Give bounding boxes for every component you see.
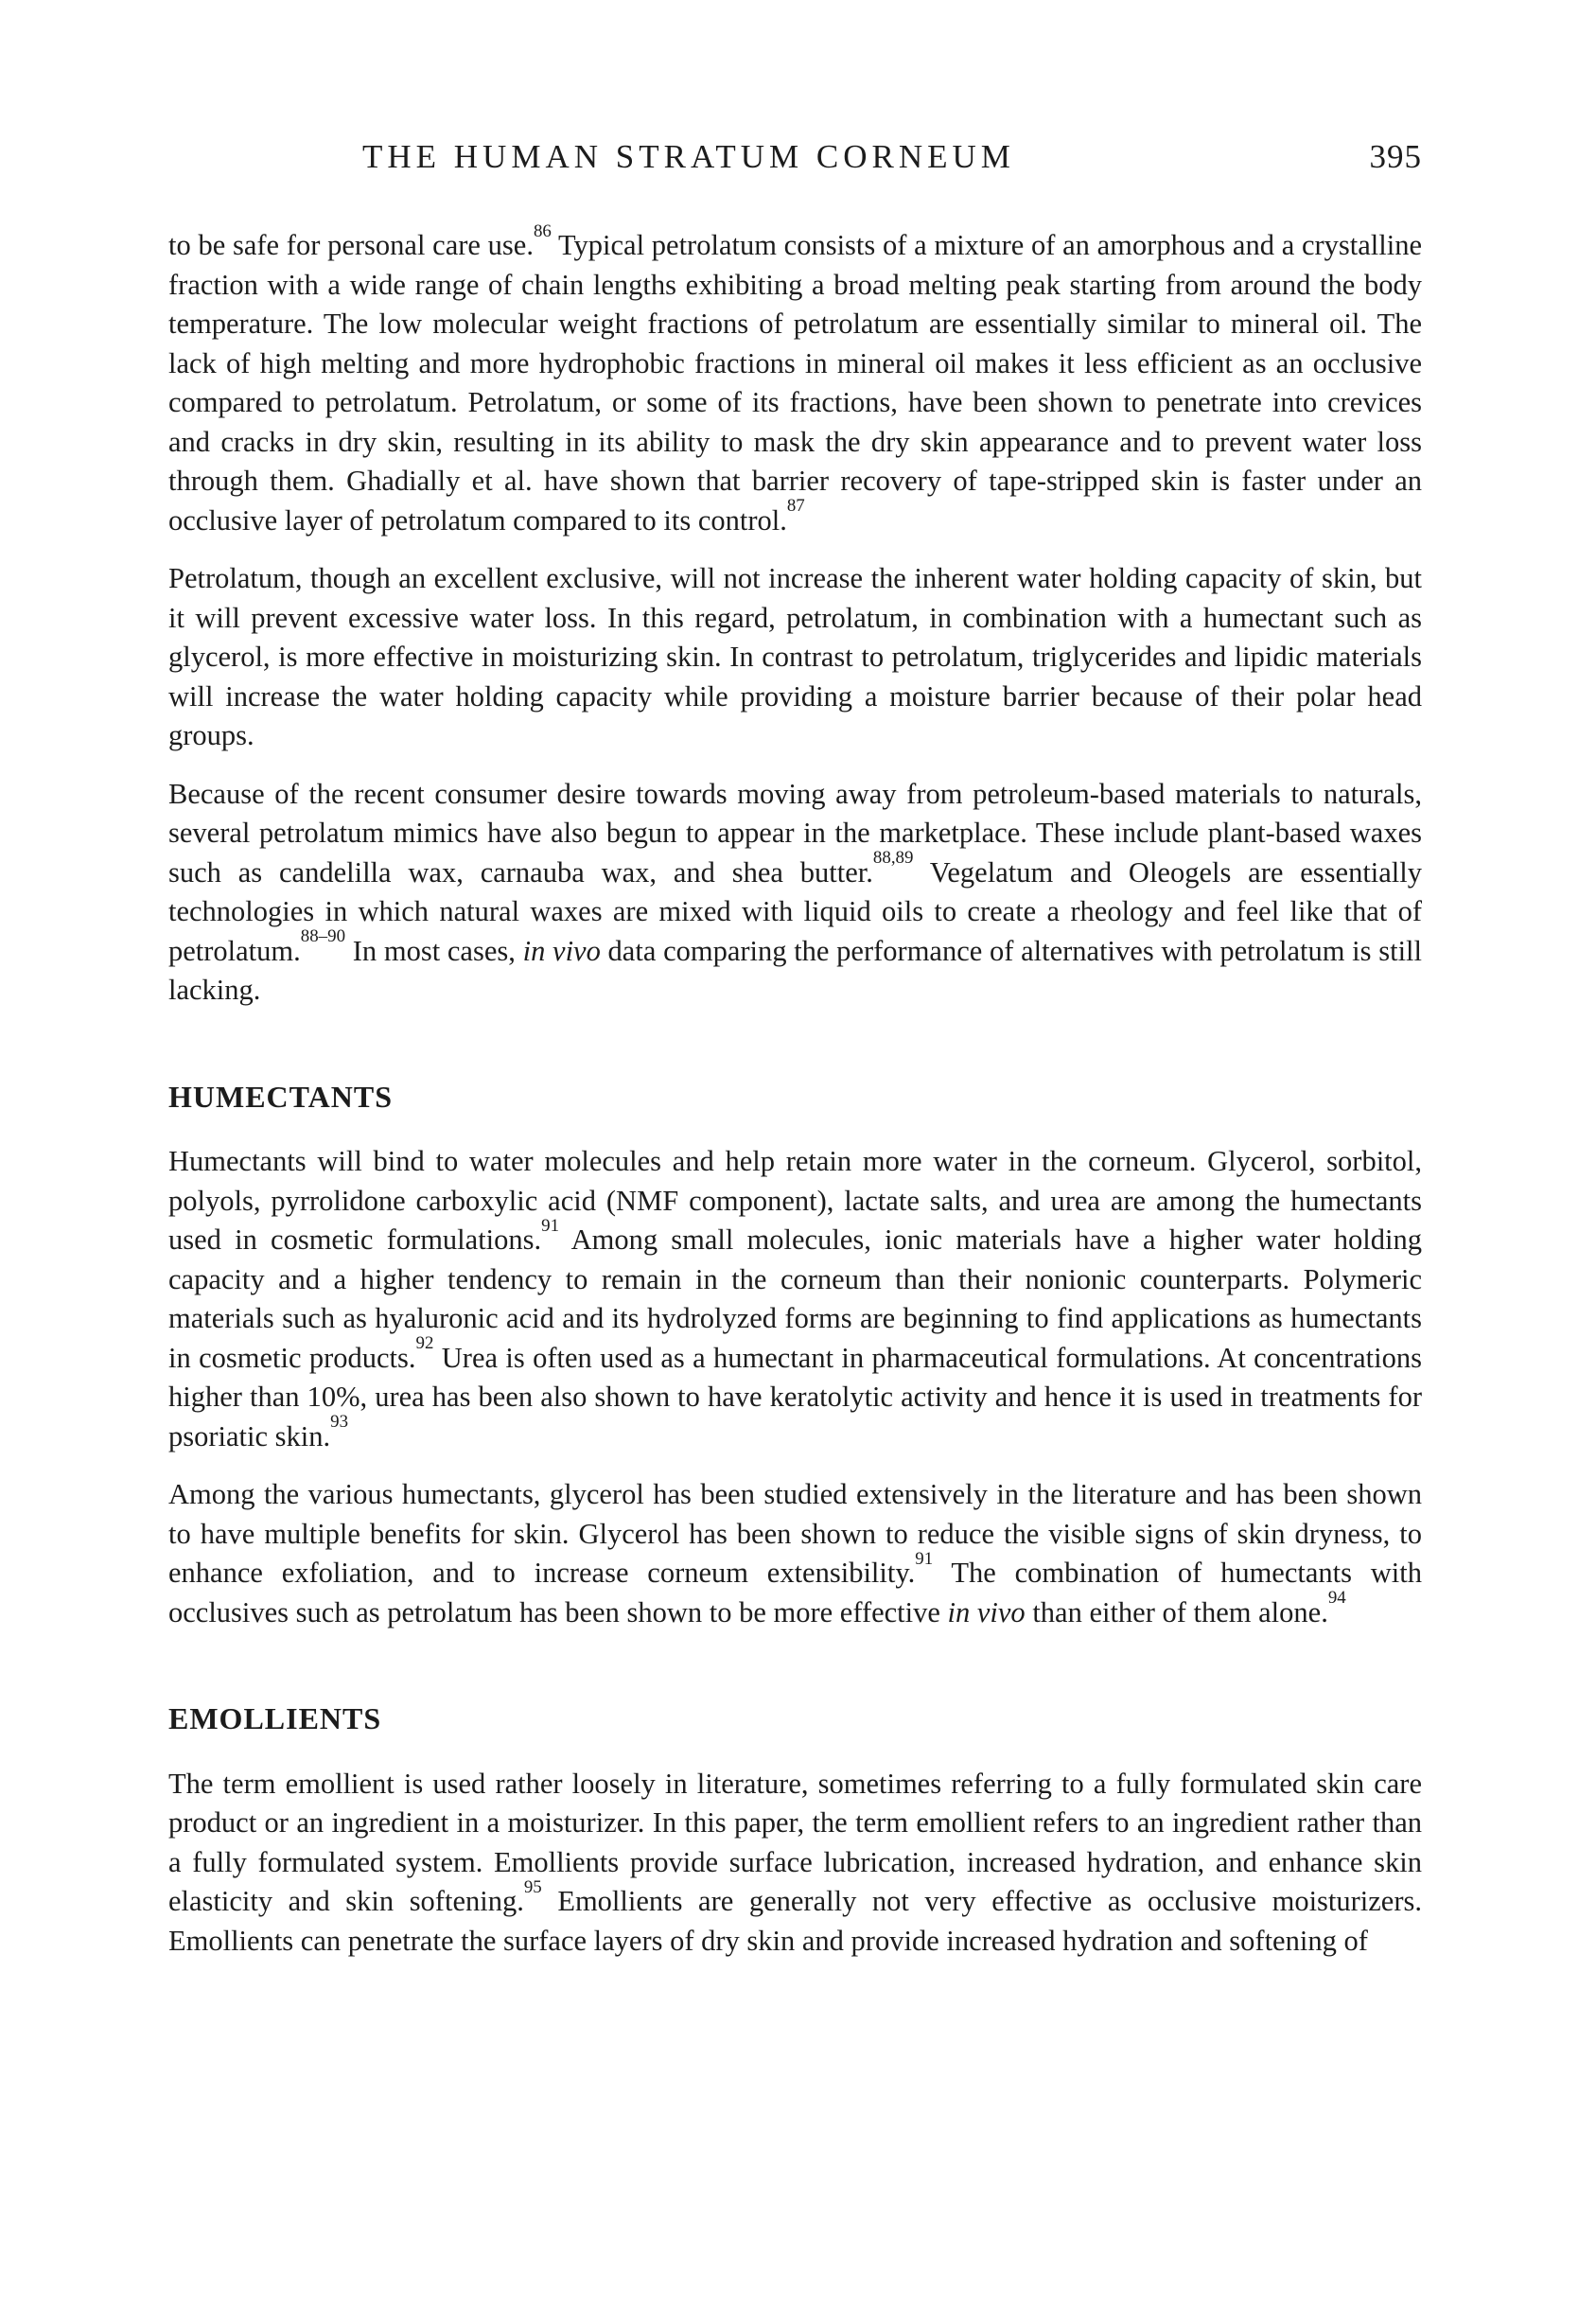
reference-superscript: 87 — [786, 496, 805, 517]
body-paragraph: Humectants will bind to water molecules and help retain more water in the corneum. Glycerol, sorbitol, polyols, pyrrolidone carboxylic acid (NMF component), lactate salts, and urea are among the humectants used in cosmetic formulations.$^{91}$ Among small molecules, ionic materials have a higher water holding capacity and a higher tendency to remain in the corneum than their nonionic counterparts. Polymeric materials such as hyaluronic acid and its hydrolyzed forms are beginning to find applications as humectants in cosmetic products.$^{92}$ Urea is often used as a humectant in pharmaceutical formulations. At concentrations higher than 10%, urea has been also shown to have keratolytic activity and hence it is used in treatments for psoriatic skin.$^{93}$ — [168, 1145, 1423, 1452]
reference-superscript: 92 — [415, 1333, 434, 1354]
body-paragraph: to be safe for personal care use.$^{86}$ Typical petrolatum consists of a mixture of an amorphous and a crystalline fraction with a wide range of chain lengths exhibiting a broad melting peak starting from around the body temperature. The low molecular weight fractions of petrolatum are essentially similar to mineral oil. The lack of high melting and more hydrophobic fractions in mineral oil makes it less efficient as an occlusive compared to petrolatum. Petrolatum, or some of its fractions, have been shown to penetrate into crevices and cracks in dry skin, resulting in its ability to mask the dry skin appearance and to prevent water loss through them. Ghadially et al. have shown that barrier recovery of tape-stripped skin is faster under an occlusive layer of petrolatum compared to its control.$^{87}$ — [168, 220, 1422, 537]
section-heading: EMOLLIENTS — [168, 1701, 382, 1735]
reference-superscript: 88–90 — [300, 926, 346, 947]
body-paragraph: Among the various humectants, glycerol has been studied extensively in the literature and has been shown to have multiple benefits for skin. Glycerol has been shown to reduce the visible signs of skin dryness, to enhance exfoliation, and to increase corneum extensibility.$^{91}$ The combination of humectants with occlusives such as petrolatum has been shown to be more effective in vivo than either of them alone.$^{94}$ — [168, 1478, 1422, 1628]
reference-superscript: 91 — [541, 1215, 560, 1236]
section-heading: HUMECTANTS — [168, 1079, 393, 1114]
italic-term: in vivo — [522, 934, 601, 967]
reference-superscript: 91 — [915, 1548, 934, 1569]
running-head-title: THE HUMAN STRATUM CORNEUM — [362, 138, 1015, 175]
reference-superscript: 95 — [523, 1876, 542, 1897]
page-body-text — [168, 220, 1423, 1961]
running-head — [168, 137, 1422, 177]
reference-superscript: 86 — [533, 220, 552, 241]
body-paragraph: Because of the recent consumer desire towards moving away from petroleum-based materials to naturals, several petrolatum mimics have also begun to appear in the marketplace. These include plant-based waxes such as candelilla wax, carnauba wax, and shea butter.$^{88,89}$ Vegelatum and Oleogels are essentially technologies in which natural waxes are mixed with liquid oils to create a rheology and feel like that of petrolatum.$^{88-90}$ In most cases, in vivo data comparing the performance of alternatives with petrolatum is still lacking. — [168, 777, 1423, 1006]
reference-superscript: 93 — [330, 1412, 349, 1433]
body-paragraph: The term emollient is used rather loosely in literature, sometimes referring to a fully formulated skin care product or an ingredient in a moisturizer. In this paper, the term emollient refers to an ingredient rather than a fully formulated system. Emollients provide surface lubrication, increased hydration, and enhance skin elasticity and skin softening.$^{95}$ Emollients are generally not very effective as occlusive moisturizers. Emollients can penetrate the surface layers of dry skin and provide increased hydration and softening of — [168, 1767, 1422, 1957]
reference-superscript: 88,89 — [872, 848, 914, 869]
italic-term: in vivo — [947, 1595, 1026, 1628]
reference-superscript: 94 — [1327, 1588, 1346, 1609]
body-paragraph: Petrolatum, though an excellent exclusive, will not increase the inherent water holding capacity of skin, but it will prevent excessive water loss. In this regard, petrolatum, in combination with a humectant such as glycerol, is more effective in moisturizing skin. In contrast to petrolatum, triglycerides and lipidic materials will increase the water holding capacity while providing a moisture barrier because of their polar head groups. — [168, 562, 1422, 751]
page-number: 395 — [1369, 138, 1422, 175]
